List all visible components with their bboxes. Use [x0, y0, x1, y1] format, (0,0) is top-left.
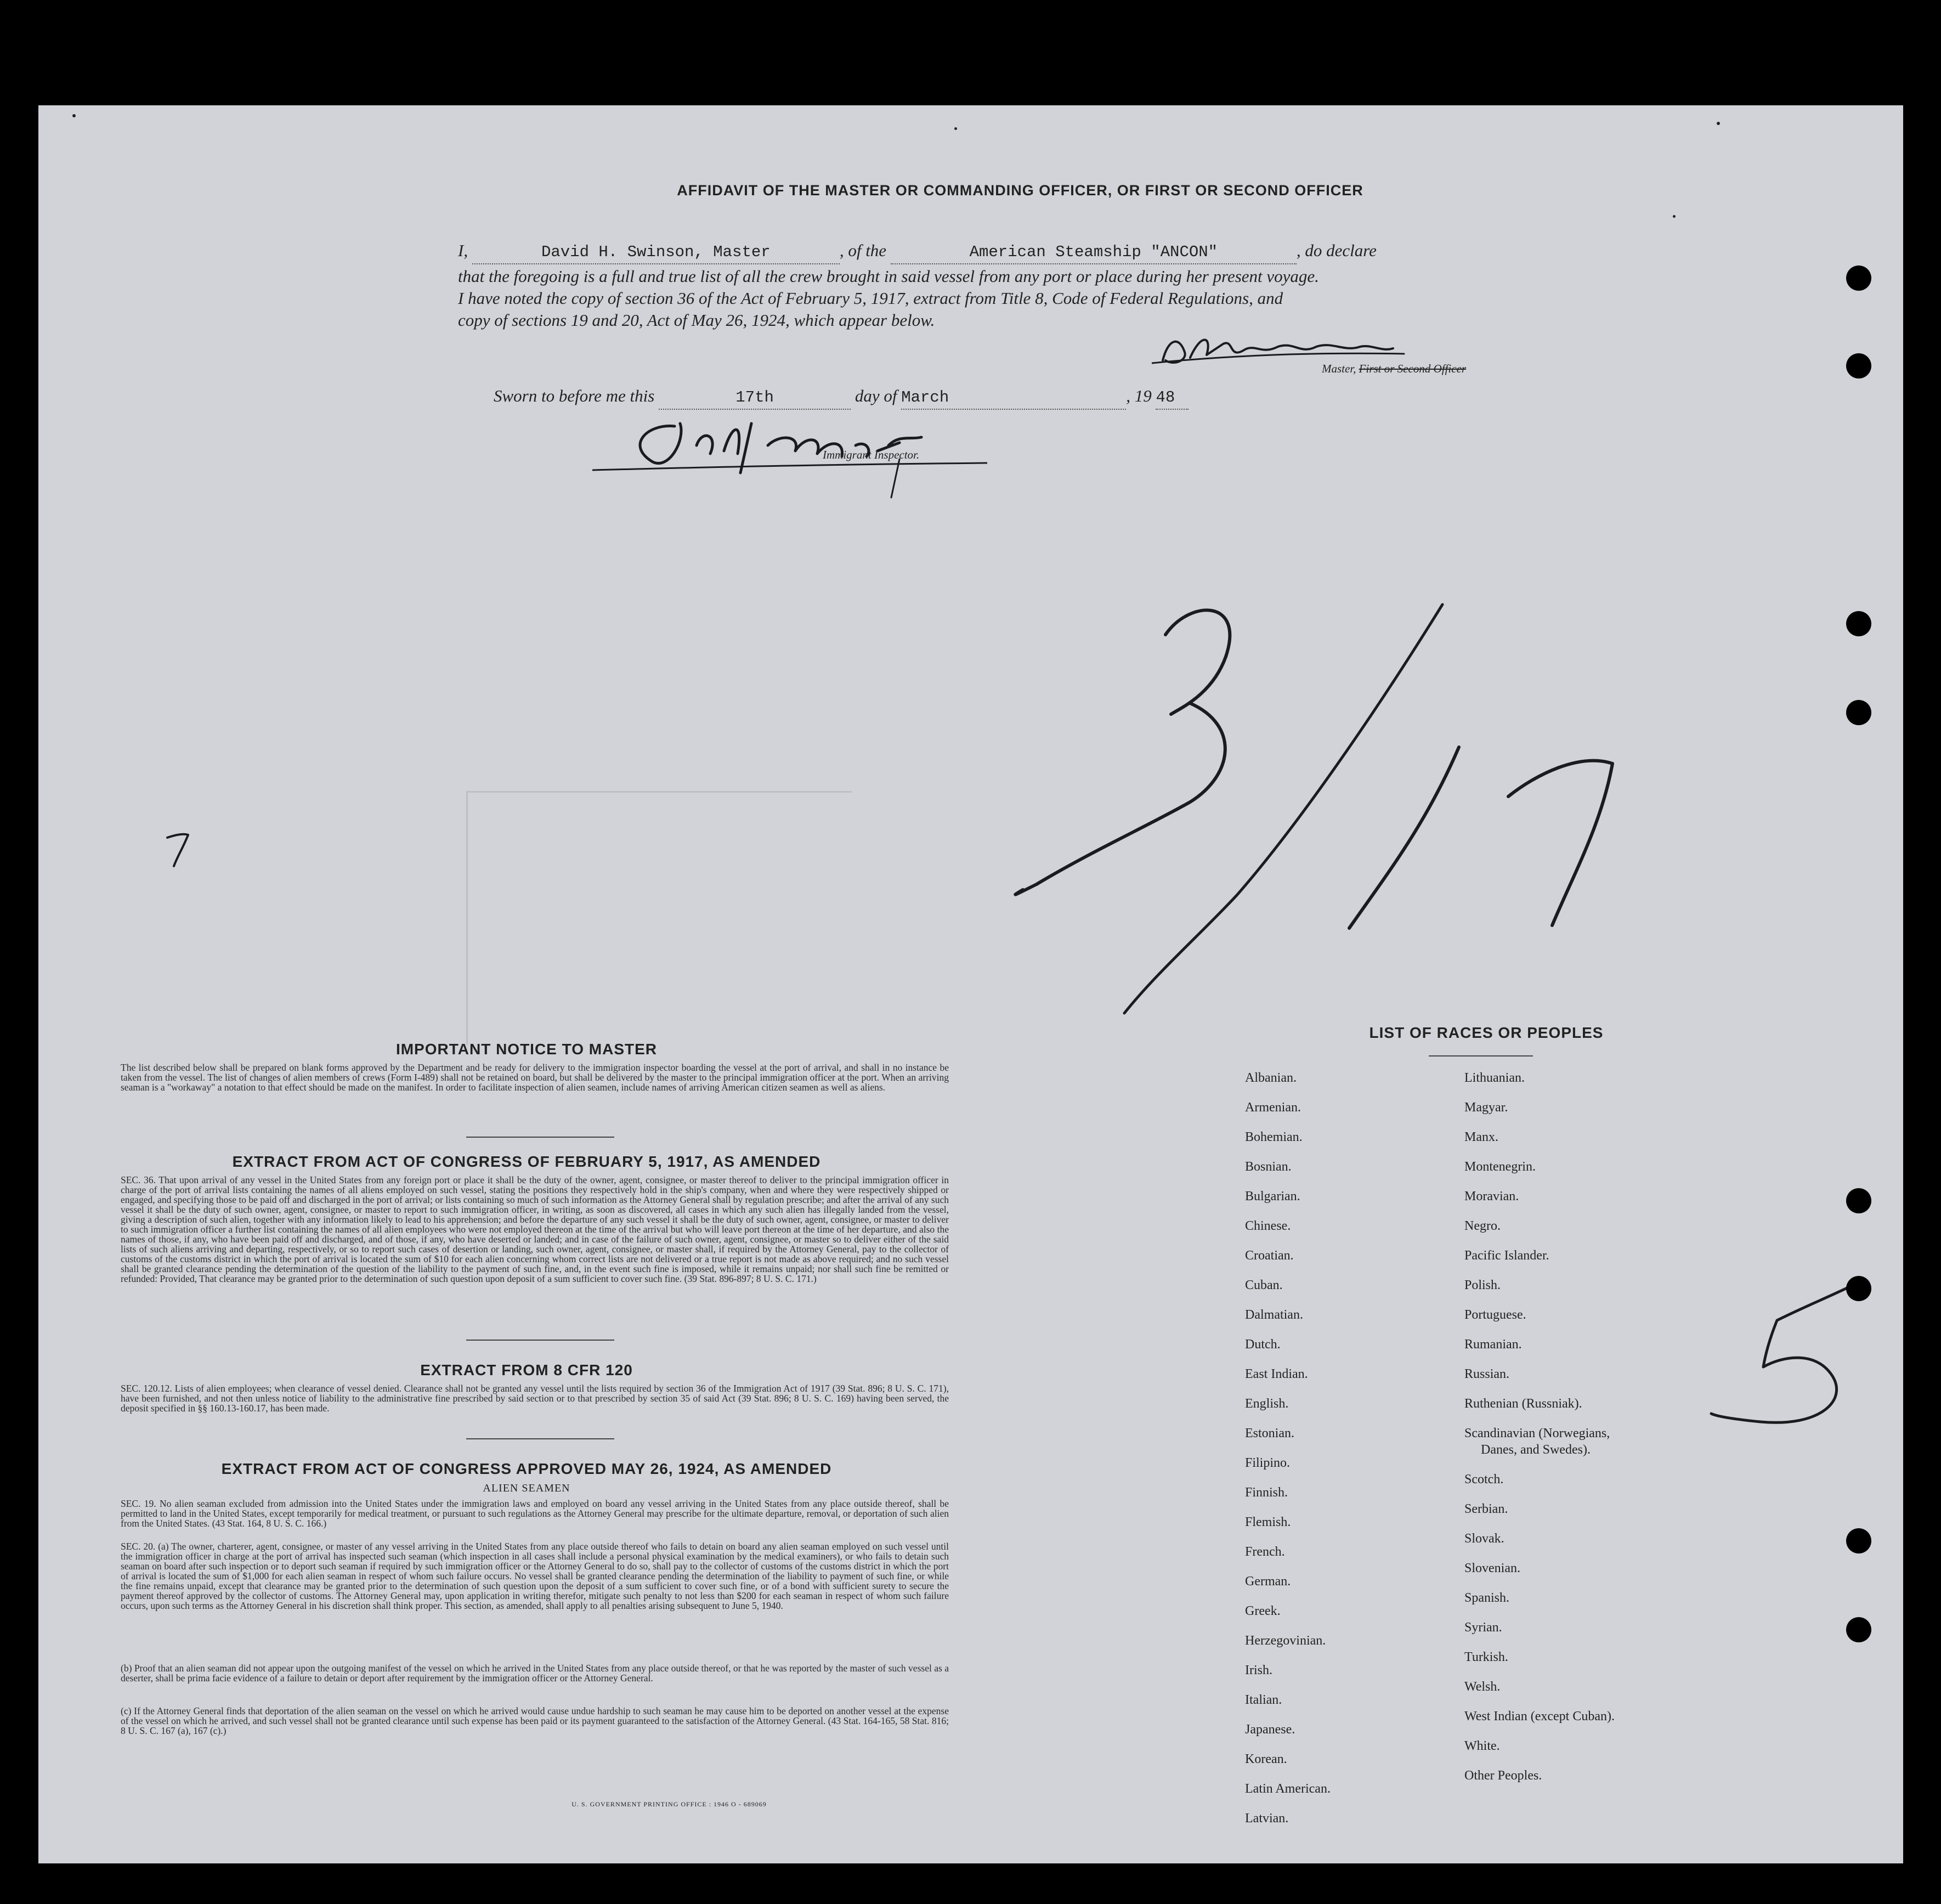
race-item: Polish. [1464, 1278, 1501, 1292]
races-right-column [1464, 1071, 1695, 1798]
race-item: Italian. [1245, 1693, 1282, 1707]
do-declare-text: , do declare [1296, 241, 1377, 260]
race-item: Negro. [1464, 1219, 1501, 1233]
notice-body: The list described below shall be prepared on blank forms approved by the Department and be ready for delivery to the immigration inspector boarding the vessel at the port of arrival, and shall in no instance be taken from the vessel. The list of changes of alien members of crews (Form I-489) shall not be retained on board, but shall be delivered by the master to the principal immigration officer at the port. When an arriving seaman is a "workaway" a notation to that effect should be made on the manifest. In order to facilitate inspection of alien seamen, include names of arriving American citizen seamen as well as aliens. [121, 1062, 949, 1093]
race-item: Korean. [1245, 1752, 1287, 1766]
dust-speck [1717, 122, 1720, 125]
race-item: Bohemian. [1245, 1130, 1303, 1144]
date-mark-text: 3/17 [1119, 609, 1155, 631]
year-prefix: , 19 [1126, 386, 1152, 405]
race-item: Slovenian. [1464, 1561, 1520, 1575]
extract-1924-subtitle: ALIEN SEAMEN [483, 1482, 570, 1494]
race-item: Moravian. [1464, 1189, 1519, 1204]
declaration-line-3: I have noted the copy of section 36 of the Act of February 5, 1917, extract from Title 8, Code of Federal Regulations, and [458, 289, 1283, 308]
race-item: Manx. [1464, 1130, 1498, 1144]
declaration-line-2: that the foregoing is a full and true list of all the crew brought in said vessel from any port or place during her present voyage. [458, 267, 1319, 286]
affidavit-document-page [38, 105, 1903, 1863]
race-item: Rumanian. [1464, 1337, 1522, 1352]
punch-hole [1846, 1188, 1871, 1213]
declarant-prefix: I, [458, 241, 468, 260]
race-item: Latvian. [1245, 1811, 1289, 1826]
section-divider [466, 1340, 614, 1341]
race-item: English. [1245, 1397, 1289, 1411]
race-item: Danes, and Swedes). [1481, 1443, 1591, 1457]
race-item: Estonian. [1245, 1426, 1294, 1440]
races-title: LIST OF RACES OR PEOPLES [1369, 1024, 1604, 1041]
sworn-label: Sworn to before me this [494, 386, 655, 405]
extract-1924-sec20c: (c) If the Attorney General finds that deportation of the alien seaman on the vessel on which he arrived would cause undue hardship to such seaman he may cause him to be deported on another vessel at the expense of the vessel on which he arrived, and such vessel shall not be granted clearance until such expense has been paid or its payment guaranteed to the satisfaction of the Attorney General. (43 Stat. 164-165, 58 Stat. 816; 8 U. S. C. 167 (a), 167 (c).) [121, 1705, 949, 1736]
race-item: Latin American. [1245, 1782, 1331, 1796]
race-item: Dalmatian. [1245, 1308, 1303, 1322]
race-item: Scandinavian (Norwegians, [1464, 1426, 1610, 1440]
extract-1917-title: EXTRACT FROM ACT OF CONGRESS OF FEBRUARY 5, 1917, AS AMENDED [232, 1153, 821, 1170]
sworn-day-field: 17th [659, 387, 851, 410]
race-item: Cuban. [1245, 1278, 1283, 1292]
declaration-line-4: copy of sections 19 and 20, Act of May 26, 1924, which appear below. [458, 310, 935, 330]
race-item: Russian. [1464, 1367, 1510, 1381]
race-item: Other Peoples. [1464, 1769, 1542, 1783]
section-divider [466, 1137, 614, 1138]
race-item: East Indian. [1245, 1367, 1308, 1381]
notice-title: IMPORTANT NOTICE TO MASTER [395, 1041, 658, 1058]
race-item: Montenegrin. [1464, 1160, 1536, 1174]
handwritten-page-number [1695, 1279, 1870, 1444]
dust-speck [954, 127, 957, 130]
struck-officer-caption: First or Second Officer [1359, 362, 1467, 375]
dust-speck [1673, 215, 1676, 218]
race-item: Flemish. [1245, 1515, 1291, 1529]
races-title-rule [1429, 1055, 1533, 1056]
race-item: Finnish. [1245, 1485, 1288, 1500]
extract-1924-sec19: SEC. 19. No alien seaman excluded from admission into the United States under the immigration laws and employed on board any vessel arriving in the United States from any place outside thereof, shall be permitted to land in the United States, except temporarily for medical treatment, or pursuant to such regulations as the Attorney General may prescribe for the ultimate departure, removal, or deportation of such alien from the United States. (43 Stat. 164, 8 U. S. C. 166.) [121, 1498, 949, 1529]
race-item: French. [1245, 1545, 1285, 1559]
margin-mark-text: 7 [162, 828, 165, 834]
extract-1924-sec20b: (b) Proof that an alien seaman did not appear upon the outgoing manifest of the vessel on which he arrived in the United States from any place outside thereof, or that he was reported by the master of such vessel as a deserter, shall be prima facie evidence of a failure to detain or deport after requirement by the immigration officer or the Attorney General. [121, 1663, 949, 1683]
handwritten-date-mark [954, 489, 1777, 1049]
races-left-column [1245, 1071, 1453, 1841]
inspector-caption: Immigrant Inspector. [823, 448, 920, 461]
race-item: Herzegovinian. [1245, 1634, 1326, 1648]
dust-speck [72, 114, 76, 117]
race-item: West Indian (except Cuban). [1464, 1709, 1615, 1724]
punch-hole [1846, 1617, 1871, 1642]
printer-imprint: U. S. GOVERNMENT PRINTING OFFICE : 1946 O - 689069 [571, 1800, 767, 1808]
punch-hole [1846, 1276, 1871, 1301]
affidavit-title: AFFIDAVIT OF THE MASTER OR COMMANDING OFFICER, OR FIRST OR SECOND OFFICER [677, 182, 1363, 199]
section-divider [466, 1438, 614, 1439]
race-item: Irish. [1245, 1663, 1272, 1677]
race-item: Chinese. [1245, 1219, 1291, 1233]
race-item: Turkish. [1464, 1650, 1508, 1664]
race-item: Syrian. [1464, 1620, 1502, 1635]
race-item: Lithuanian. [1464, 1071, 1525, 1085]
race-item: Bosnian. [1245, 1160, 1292, 1174]
race-item: White. [1464, 1739, 1500, 1753]
race-item: Magyar. [1464, 1100, 1508, 1115]
race-item: Ruthenian (Russniak). [1464, 1397, 1582, 1411]
race-item: Armenian. [1245, 1100, 1301, 1115]
bleed-through-stamp [466, 791, 852, 1045]
sworn-month-field: March [901, 387, 1126, 410]
race-item: Portuguese. [1464, 1308, 1526, 1322]
extract-1924-sec20a: SEC. 20. (a) The owner, charterer, agent, consignee, or master of any vessel arriving in the United States from any place outside thereof who fails to detain on board any alien seaman employed on such vessel until the immigration officer in charge at the port of arrival has inspected such seaman (which inspection in all cases shall include a personal physical examination by the medical examiners), or who fails to detain such seaman on board after such inspection or to deport such seaman if required by such immigration officer or the Attorney General to do so, shall pay to the collector of customs of the customs district in which the port of arrival is located the sum of $1,000 for each alien seaman in respect of whom such failure occurs. No vessel shall be granted clearance pending the determination of the liability to payment of such fine, or while the fine remains unpaid, except that clearance may be granted prior to the determination of such question upon the deposit of a sum sufficient to cover such fine, or of a bond with sufficient surety to secure the payment thereof approved by the collector of customs. The Attorney General may, upon application in writing therefor, mitigate such penalty to not less than $200 for each seaman in respect of whom such failure occurs, upon such terms as the Attorney General in his discretion shall think proper. This section, as amended, shall apply to all penalties arising subsequent to June 5, 1940. [121, 1541, 949, 1611]
extract-1917-body: SEC. 36. That upon arrival of any vessel in the United States from any foreign port or place it shall be the duty of the owner, agent, consignee, or master thereof to deliver to the principal immigration officer in charge of the port of arrival lists containing the names of all aliens employed on such vessel, stating the positions they respectively hold in the ship's company, when and where they were respectively shipped or engaged, and specifying those to be paid off and discharged in the port of arrival; or lists containing so much of such information as the Attorney General shall by regulation prescribe; and after the arrival of any such vessel it shall be the duty of such owner, agent, consignee, or master to report to such immigration officer, in writing, as soon as discovered, all cases in which any such alien has illegally landed from the vessel, giving a description of such alien, together with any information likely to lead to his apprehension; and before the departure of any such vessel it shall be the duty of such owner, agent, consignee, or master to deliver to such immigration officer a further list containing the names of all alien employees who were not employed thereon at the time of the arrival but who will leave port thereon at the time of her departure, and also the names of those, if any, who have been paid off and discharged, and of those, if any, who have deserted or landed; and in case of the failure of such owner, agent, consignee, or master so to deliver either of the said lists of such aliens arriving and departing, respectively, or so to report such cases of desertion or landing, such owner, agent, consignee, or master shall, if required by the Attorney General, pay to the collector of customs of the customs district in which the port of arrival is located the sum of $10 for each alien concerning whom correct lists are not delivered or a true report is not made as above required; and no such vessel shall be granted clearance pending the determination of the question of the liability to the payment of such fine, and, in the event such fine is imposed, while it remains unpaid; nor shall such fine be remitted or refunded: Provided, That clearance may be granted prior to the determination of such question upon deposit of a sum sufficient to cover such fine. (39 Stat. 896-897; 8 U. S. C. 171.) [121, 1174, 949, 1284]
vessel-name-field: American Steamship "ANCON" [891, 241, 1297, 264]
race-item: Bulgarian. [1245, 1189, 1300, 1204]
signer-caption [1322, 362, 1466, 376]
race-item: Serbian. [1464, 1502, 1508, 1516]
day-of-label: day of [855, 386, 897, 405]
page-mark-text: 5 [1695, 1281, 1700, 1293]
sworn-year-field: 48 [1156, 387, 1189, 410]
punch-hole [1846, 700, 1871, 725]
race-item: Croatian. [1245, 1248, 1294, 1263]
race-item: Scotch. [1464, 1472, 1504, 1487]
punch-hole [1846, 611, 1871, 636]
punch-hole [1846, 265, 1871, 291]
punch-hole [1846, 353, 1871, 378]
handwritten-margin-mark [162, 827, 195, 871]
race-item: Dutch. [1245, 1337, 1281, 1352]
of-the-text: , of the [839, 241, 887, 260]
race-item: Pacific Islander. [1464, 1248, 1549, 1263]
extract-1924-title: EXTRACT FROM ACT OF CONGRESS APPROVED MAY 26, 1924, AS AMENDED [221, 1460, 832, 1477]
punch-hole [1846, 1528, 1871, 1553]
race-item: Greek. [1245, 1604, 1281, 1618]
extract-8cfr-body: SEC. 120.12. Lists of alien employees; when clearance of vessel denied. Clearance shall not be granted any vessel until the lists required by section 36 of the Immigration Act of 1917 (39 Stat. 896; 8 U. S. C. 171), have been furnished, and not then unless notice of liability to the administrative fine prescribed by said section or to that prescribed by section 35 of said Act (39 Stat. 896; 8 U. S. C. 169) having been served, the deposit specified in §§ 160.13-160.17, has been made. [121, 1383, 949, 1414]
race-item: Albanian. [1245, 1071, 1297, 1085]
extract-8cfr-title: EXTRACT FROM 8 CFR 120 [420, 1361, 633, 1378]
master-caption: Master, [1322, 362, 1356, 375]
inspector-signature [592, 413, 987, 500]
race-item: Welsh. [1464, 1680, 1501, 1694]
race-item: Japanese. [1245, 1722, 1295, 1737]
race-item: German. [1245, 1574, 1291, 1589]
race-item: Spanish. [1464, 1591, 1510, 1605]
master-name-field: David H. Swinson, Master [472, 241, 840, 264]
sworn-line [494, 385, 1371, 410]
declaration-line-1 [458, 240, 1555, 264]
race-item: Slovak. [1464, 1532, 1504, 1546]
race-item: Filipino. [1245, 1456, 1291, 1470]
